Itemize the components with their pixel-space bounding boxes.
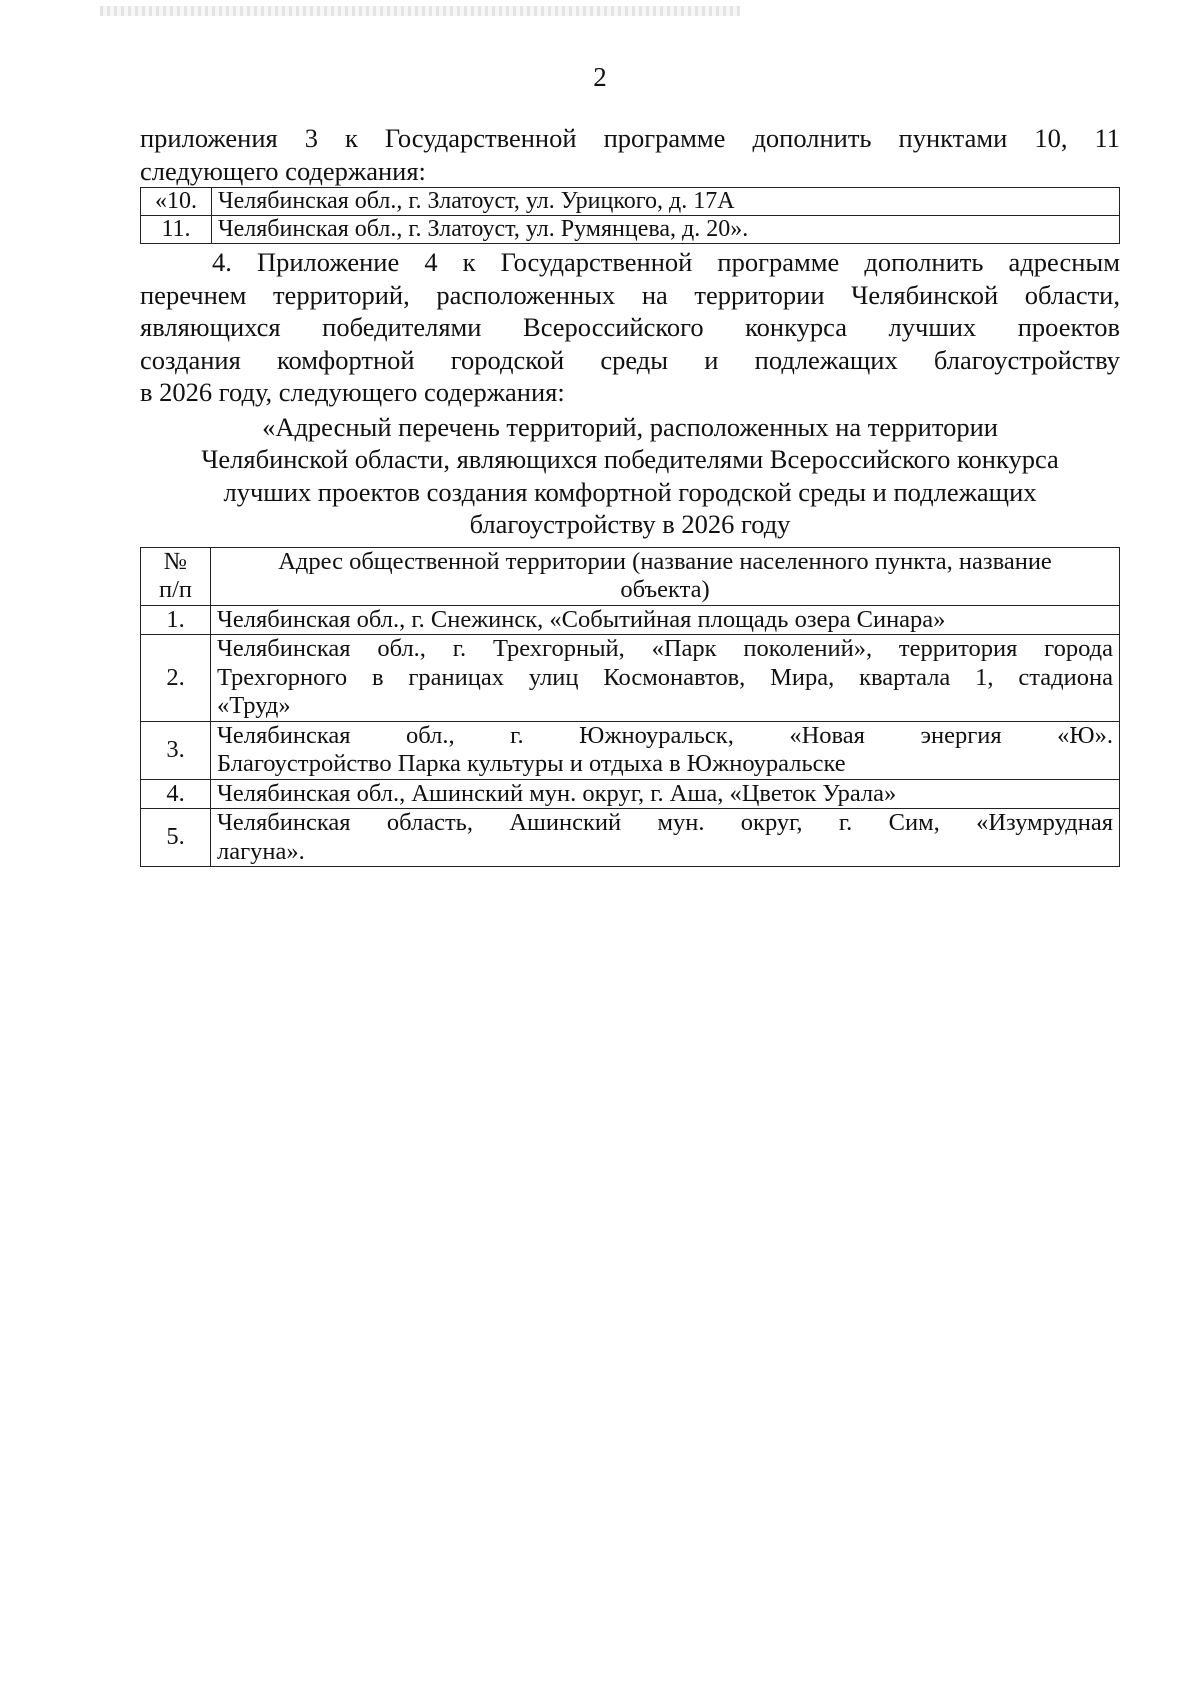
address-line: лагуна».: [217, 837, 305, 865]
intro-line: следующего содержания:: [140, 155, 426, 186]
table-header-row: [141, 547, 1120, 605]
scan-artifact: [100, 6, 740, 16]
address-line: Челябинская обл., г. Трехгорный, «Парк поколений», территория города: [217, 635, 1113, 662]
row-address: Челябинская обл., г. Златоуст, ул. Урицкого, д. 17А: [212, 188, 1120, 216]
number-column-header: [141, 547, 211, 605]
row-number: 11.: [141, 216, 212, 244]
row-address: [211, 779, 1120, 809]
paragraph-line: создания комфортной городской среды и подлежащих благоустройству: [140, 344, 1120, 375]
paragraph-4: [140, 246, 1120, 409]
row-address: [211, 605, 1120, 635]
heading-line: Челябинской области, являющихся победителями Всероссийского конкурса: [201, 444, 1059, 474]
table-row: [141, 721, 1120, 779]
heading-line: «Адресный перечень территорий, расположенных на территории: [262, 411, 998, 442]
intro-line: приложения 3 к Государственной программе дополнить пунктами 10, 11: [140, 123, 1120, 153]
table-row: [141, 188, 1120, 216]
addition-table: [140, 187, 1120, 244]
row-address: [211, 809, 1120, 867]
page-number: 2: [593, 62, 607, 92]
header-text: Адрес общественной территории (название населенного пункта, название: [278, 547, 1052, 575]
row-number: 1.: [141, 605, 211, 635]
table-row: [141, 779, 1120, 809]
address-line: Челябинская обл., Ашинский мун. округ, г. Аша, «Цветок Урала»: [217, 779, 897, 807]
row-address: [211, 635, 1120, 722]
table-row: [141, 605, 1120, 635]
address-line: Челябинская область, Ашинский мун. округ, г. Сим, «Изумрудная: [217, 809, 1113, 836]
table-row: [141, 216, 1120, 244]
paragraph-line: перечнем территорий, расположенных на территории Челябинской области,: [140, 279, 1120, 310]
header-text: №: [163, 547, 188, 575]
paragraph-line: 4. Приложение 4 к Государственной программе дополнить адресным: [212, 247, 1120, 277]
document-body: [140, 122, 1120, 867]
heading-line: благоустройству в 2026 году: [469, 509, 791, 539]
address-line: «Труд»: [217, 692, 291, 719]
intro-paragraph: [140, 122, 1120, 187]
row-number: 4.: [141, 779, 211, 809]
row-number: 5.: [141, 809, 211, 867]
address-line: Благоустройство Парка культуры и отдыха в Южноуральске: [217, 750, 846, 777]
table-row: [141, 635, 1120, 722]
table-row: [141, 809, 1120, 867]
address-column-header: [211, 547, 1120, 605]
heading-line: лучших проектов создания комфортной городской среды и подлежащих: [223, 476, 1037, 507]
paragraph-line: в 2026 году, следующего содержания:: [140, 377, 565, 407]
territory-table: [140, 547, 1120, 868]
row-number: 3.: [141, 721, 211, 779]
address-line: Трехгорного в границах улиц Космонавтов, Мира, квартала 1, стадиона: [217, 663, 1113, 691]
header-text: объекта): [620, 576, 710, 603]
row-address: Челябинская обл., г. Златоуст, ул. Румянцева, д. 20».: [212, 216, 1120, 244]
row-number: 2.: [141, 635, 211, 722]
row-number: «10.: [141, 188, 212, 216]
paragraph-line: являющихся победителями Всероссийского конкурса лучших проектов: [140, 312, 1120, 342]
header-text: п/п: [158, 576, 193, 603]
list-heading: [140, 411, 1120, 541]
address-line: Челябинская обл., г. Южноуральск, «Новая энергия «Ю».: [217, 721, 1113, 749]
row-address: [211, 721, 1120, 779]
address-line: Челябинская обл., г. Снежинск, «Событийная площадь озера Синара»: [217, 605, 946, 633]
